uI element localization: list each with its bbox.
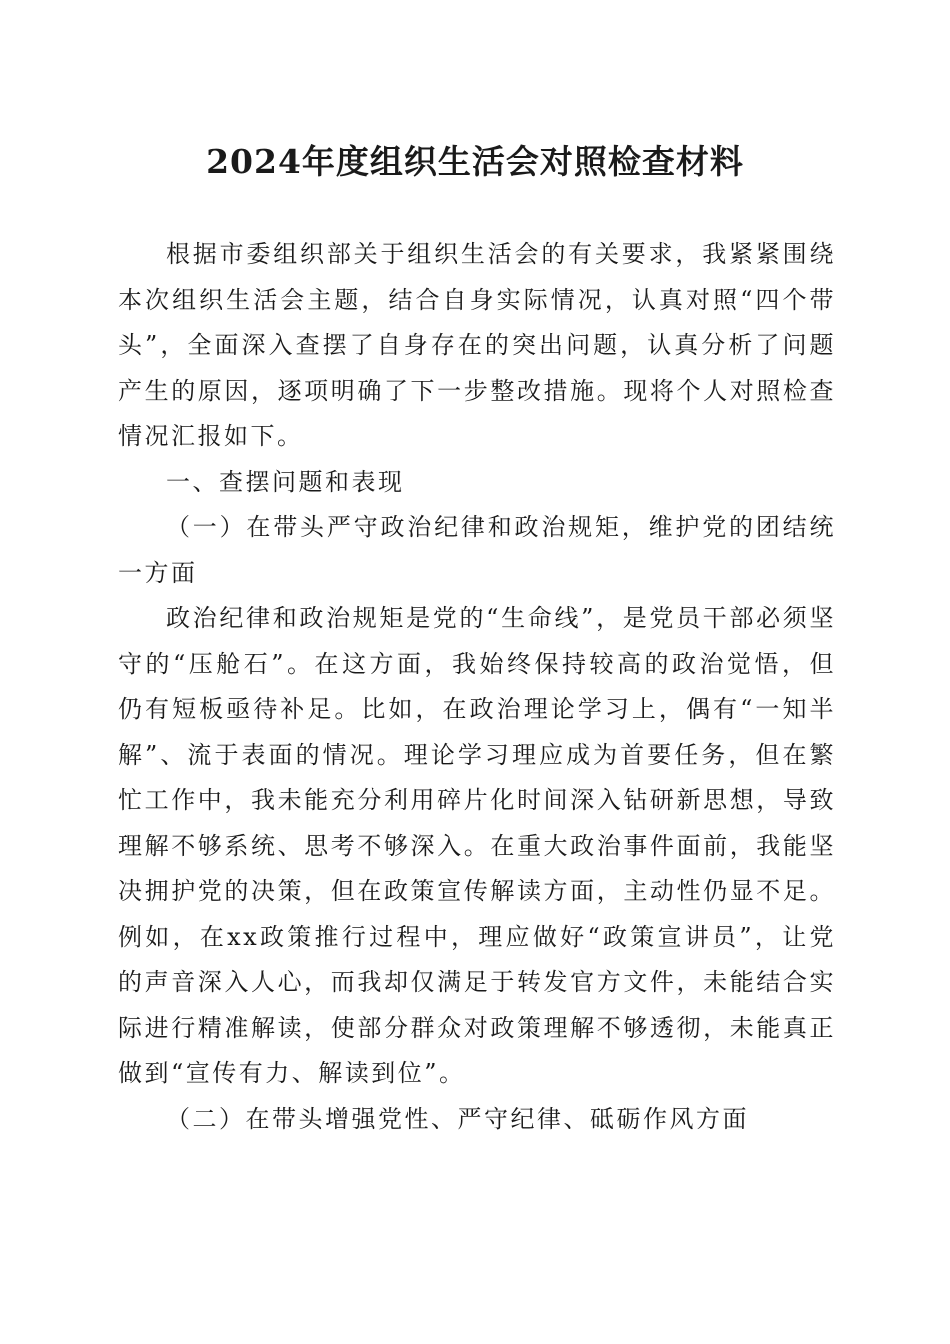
- subsection-heading-2: （二）在带头增强党性、严守纪律、砥砺作风方面: [166, 1104, 749, 1133]
- subsection-1-paragraph: 政治纪律和政治规矩是党的“生命线”，是党员干部必须坚守的“压舱石”。在这方面，我始终保持较高的政治觉悟，但仍有短板亟待补足。比如，在政治理论学习上，偶有“一知半解”、流于表面的情况。理论学习理应成为首要任务，但在繁忙工作中，我未能充分利用碎片化时间深入钻研新思想，导致理解不够系统、思考不够深入。在重大政治事件面前，我能坚决拥护党的决策，但在政策宣传解读方面，主动性仍显不足。例如，在xx政策推行过程中，理应做好“政策宣讲员”，让党的声音深入人心，而我却仅满足于转发官方文件，未能结合实际进行精准解读，使部分群众对政策理解不够透彻，未能真正做到“宣传有力、解读到位”。: [118, 604, 836, 1087]
- subsection-heading-1: （一）在带头严守政治纪律和政治规矩，维护党的团结统一方面: [118, 513, 836, 587]
- document-body: [118, 232, 836, 1142]
- document-title: 2024年度组织生活会对照检查材料: [206, 142, 744, 181]
- section-heading-1: 一、查摆问题和表现: [166, 467, 405, 496]
- intro-paragraph: 根据市委组织部关于组织生活会的有关要求，我紧紧围绕本次组织生活会主题，结合自身实际情况，认真对照“四个带头”，全面深入查摆了自身存在的突出问题，认真分析了问题产生的原因，逐项明确了下一步整改措施。现将个人对照检查情况汇报如下。: [118, 240, 836, 450]
